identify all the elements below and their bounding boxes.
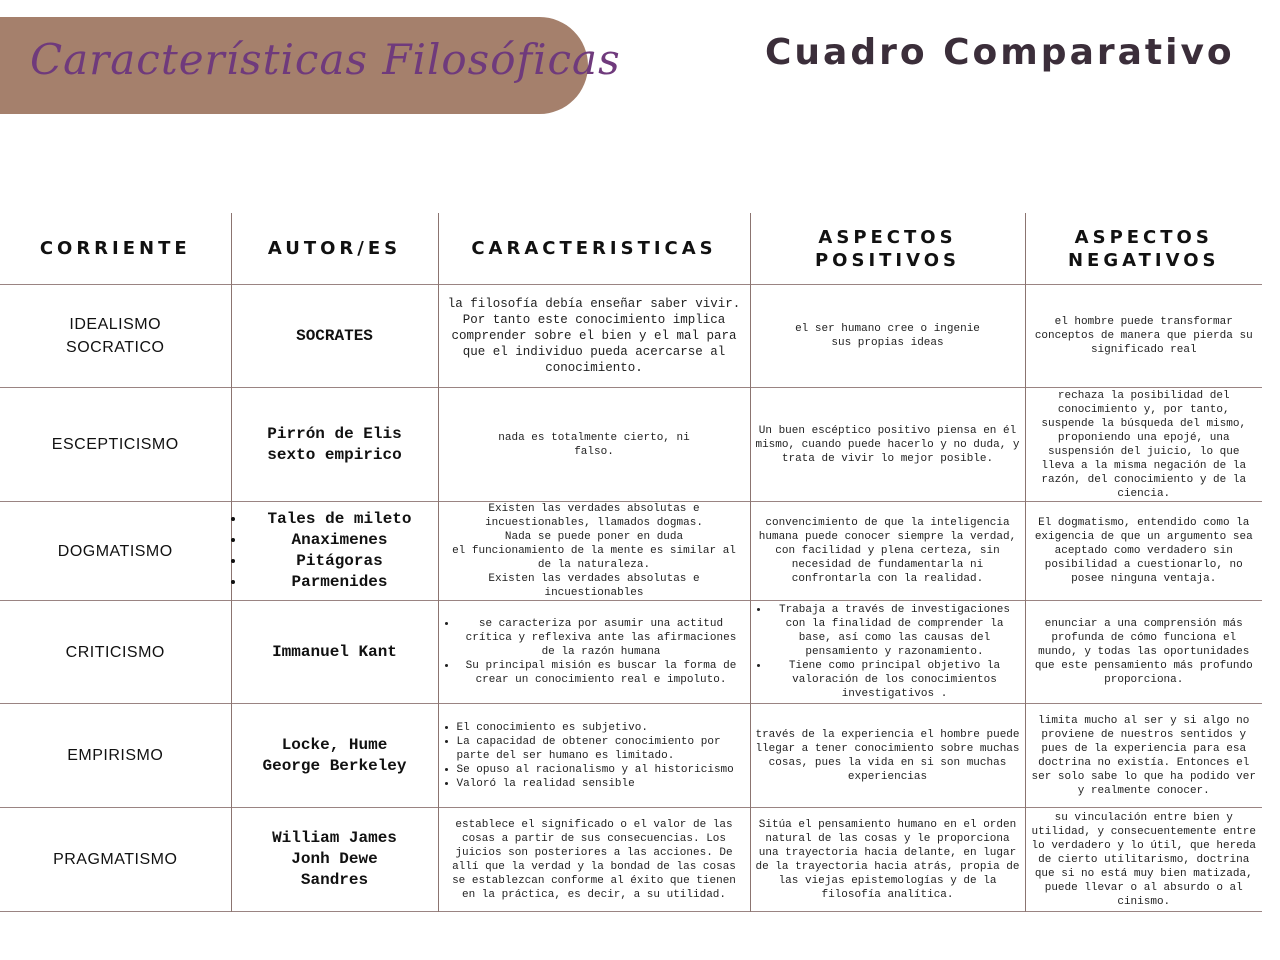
positivos-cell — [750, 502, 1025, 601]
cell-text: establece el significado o el valor de las cosas a partir de sus consecuencias. Los juicios son posteriores a las acciones. De allí que la verdad y la bondad de las cosas se establezcan conforme al éxito que tienen en la práctica, es decir, a su utilidad. — [452, 818, 736, 901]
positivos-cell — [750, 388, 1025, 502]
cell-text: el ser humano cree o ingenie sus propias ideas — [795, 323, 980, 349]
corriente-cell: PRAGMATISMO — [53, 851, 178, 868]
caracteristicas-cell — [438, 704, 750, 808]
negativos-cell — [1025, 601, 1262, 704]
list-item: • Tiene como principal objetivo la valoración de los conocimientos investigativos . — [769, 659, 1021, 701]
author-name: Sandres — [300, 871, 369, 889]
list-item: Nada se puede poner en duda — [504, 531, 684, 543]
negativos-cell — [1025, 388, 1262, 502]
author-name: SOCRATES — [296, 326, 373, 345]
negativos-cell — [1025, 285, 1262, 388]
cell-text: su vinculación entre bien y utilidad, y consecuentemente entre lo verdadero y lo útil, que hereda de cierto utilitarismo, doctrina que si no está muy bien matizada, puede llevar o al absurdo o al cinismo. — [1031, 811, 1256, 908]
cell-text: Sitúa el pensamiento humano en el orden natural de las cosas y le proporciona una trayectoria hacia delante, en lugar de la trayectoria hacia atrás, propia de las viejas epistemologías y de la filosofía analítica. — [755, 818, 1020, 901]
caracteristicas-cell — [438, 502, 750, 601]
header-autores: AUTOR/ES — [231, 213, 438, 285]
negativos-cell — [1025, 704, 1262, 808]
banner-title: Características Filosóficas — [30, 35, 621, 84]
header-row — [0, 213, 1262, 285]
cell-text: nada es totalmente cierto, ni falso. — [498, 431, 690, 458]
header-positivos: ASPECTOS POSITIVOS — [750, 213, 1025, 285]
cell-text: limita mucho al ser y si algo no proviene de nuestros sentidos y pues de la experiencia para esa doctrina no existía. Entonces el ser solo sabe lo que ha podido ver y realmente conocer. — [1031, 714, 1256, 797]
table-row — [0, 285, 1262, 388]
author-item: • Pitágoras — [246, 551, 434, 572]
positivos-cell — [750, 704, 1025, 808]
table-row — [0, 808, 1262, 912]
cell-text: rechaza la posibilidad del conocimiento y, por tanto, suspende la búsqueda del mismo, proponiendo una epojé, una suspensión del juicio, lo que lleva a la misma negación de la razón, del conocimiento y de la ciencia. — [1041, 389, 1247, 500]
autores-cell — [231, 285, 438, 388]
caracteristicas-cell — [438, 388, 750, 502]
author-name: Jonh Dewe — [291, 850, 378, 868]
author-name: Locke, Hume — [281, 735, 388, 754]
author-name: sexto empirico — [267, 445, 402, 464]
corriente-cell: EMPIRISMO — [67, 747, 164, 764]
cell-text: el hombre puede transformar conceptos de manera que pierda su significado real — [1034, 316, 1253, 356]
autores-cell — [231, 388, 438, 502]
list-item: el funcionamiento de la mente es similar al de la naturaleza. — [452, 545, 736, 571]
positivos-cell — [750, 285, 1025, 388]
corriente-cell: CRITICISMO — [65, 643, 165, 661]
negativos-cell — [1025, 808, 1262, 912]
caracteristicas-cell — [438, 285, 750, 388]
author-name: William James — [272, 829, 397, 847]
autores-cell — [231, 808, 438, 912]
cell-text: enunciar a una comprensión más profunda de cómo funciona el mundo, y todas las oportunidades que este pensamiento más profundo proporciona. — [1034, 618, 1253, 686]
list-item: Existen las verdades absolutas e incuestionables, llamados dogmas. — [485, 503, 703, 529]
author-item: • Tales de mileto — [246, 509, 434, 530]
table-row — [0, 601, 1262, 704]
title-banner — [0, 17, 621, 114]
corriente-cell: DOGMATISMO — [57, 542, 173, 560]
list-item: Existen las verdades absolutas e incuestionables — [488, 573, 700, 599]
positivos-cell — [750, 808, 1025, 912]
cell-text: la filosofía debía enseñar saber vivir. Por tanto este conocimiento implica comprender sobre el bien y el mal para que el individuo pueda acercarse al conocimiento. — [447, 297, 741, 375]
author-item: • Parmenides — [246, 572, 434, 593]
table-row — [0, 388, 1262, 502]
author-name: Immanuel Kant — [272, 642, 397, 661]
list-item: • se caracteriza por asumir una actitud crítica y reflexiva ante las afirmaciones de la razón humana — [457, 617, 746, 659]
positivos-cell — [750, 601, 1025, 704]
table-row — [0, 502, 1262, 601]
autores-cell — [231, 704, 438, 808]
autores-cell — [231, 502, 438, 601]
negativos-cell — [1025, 502, 1262, 601]
author-name: Pirrón de Elis — [267, 424, 402, 443]
caracteristicas-cell — [438, 601, 750, 704]
cell-text: través de la experiencia el hombre puede llegar a tener conocimiento sobre muchas cosas, pues la vida en si son muchas experiencias — [755, 728, 1020, 783]
author-item: • Anaximenes — [246, 530, 434, 551]
cell-text: El dogmatismo, entendido como la exigencia de que un argumento sea aceptado como verdadero sin posibilidad a cuestionarlo, no posee ninguna ventaja. — [1034, 517, 1253, 585]
table-row — [0, 704, 1262, 808]
header-corriente: CORRIENTE — [39, 238, 191, 259]
document-title: Cuadro Comparativo — [765, 32, 1235, 73]
author-name: George Berkeley — [262, 756, 407, 775]
caracteristicas-cell — [438, 808, 750, 912]
header-negativos: ASPECTOS NEGATIVOS — [1025, 213, 1262, 285]
autores-cell — [231, 601, 438, 704]
corriente-cell: IDEALISMO SOCRATICO — [66, 316, 165, 356]
cell-text: convencimiento de que la inteligencia humana puede conocer siempre la verdad, con facilidad y plena certeza, sin necesidad de fundamentarla ni confrontarla con la realidad. — [758, 517, 1017, 585]
list-item: • La capacidad de obtener conocimiento por parte del ser humano es limitado. — [457, 735, 746, 763]
list-item: • Su principal misión es buscar la forma de crear un conocimiento real e impoluto. — [457, 659, 746, 687]
corriente-cell: ESCEPTICISMO — [51, 436, 179, 453]
list-item: • Valoró la realidad sensible — [457, 777, 746, 791]
comparison-table — [0, 213, 1262, 912]
cell-text: Un buen escéptico positivo piensa en él mismo, cuando puede hacerlo y no duda, y trata de vivir lo mejor posible. — [755, 424, 1020, 465]
list-item: • Trabaja a través de investigaciones con la finalidad de comprender la base, así como las causas del pensamiento y razonamiento. — [769, 603, 1021, 659]
header-caracteristicas: CARACTERISTICAS — [438, 213, 750, 285]
list-item: • El conocimiento es subjetivo. — [457, 721, 746, 735]
list-item: • Se opuso al racionalismo y al historicismo — [457, 763, 746, 777]
